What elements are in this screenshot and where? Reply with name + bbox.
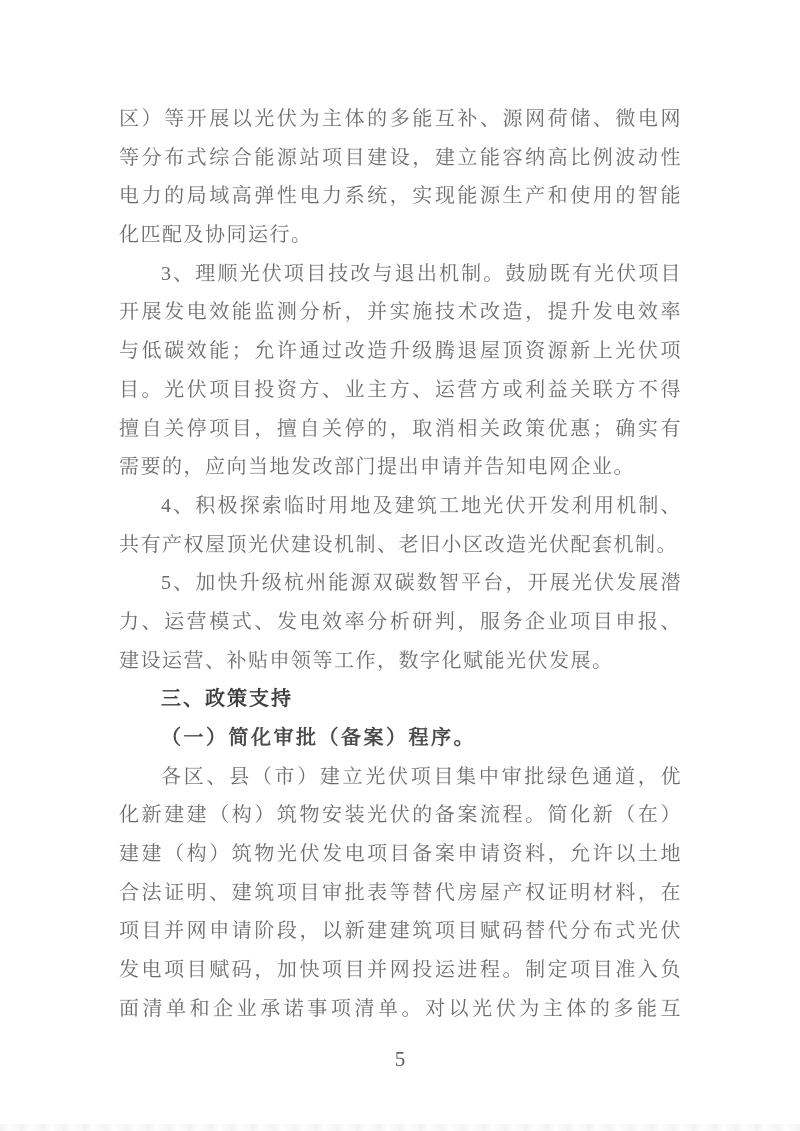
text-line: 化新建建（构）筑物安装光伏的备案流程。简化新（在） [119,804,682,827]
text-line: 5、加快升级杭州能源双碳数智平台，开展光伏发展潜 [161,572,682,595]
section-heading: 三、政策支持 [161,688,293,711]
text-line: 3、理顺光伏项目技改与退出机制。鼓励既有光伏项目 [161,262,682,285]
text-line: 4、积极探索临时用地及建筑工地光伏开发利用机制、 [161,494,682,517]
text-line: 建设运营、补贴申领等工作，数字化赋能光伏发展。 [119,649,614,672]
text-line: 等分布式综合能源站项目建设，建立能容纳高比例波动性 [119,146,682,169]
text-line: 区）等开展以光伏为主体的多能互补、源网荷储、微电网 [119,108,682,130]
sub-heading: （一）简化审批（备案）程序。 [161,727,476,749]
text-line: 共有产权屋顶光伏建设机制、老旧小区改造光伏配套机制。 [119,533,678,556]
text-line: 合法证明、建筑项目审批表等替代房屋产权证明材料，在 [119,881,682,904]
scan-edge-artifact [0,1124,800,1131]
text-line: 目。光伏项目投资方、业主方、运营方或利益关联方不得 [119,378,682,401]
document-body [119,100,682,1029]
text-line: 擅自关停项目，擅自关停的，取消相关政策优惠；确实有 [119,417,682,440]
text-line: 发电项目赋码，加快项目并网投运进程。制定项目准入负 [119,959,682,982]
text-line: 力、运营模式、发电效率分析研判，服务企业项目申报、 [119,610,682,633]
text-line: 开展发电效能监测分析，并实施技术改造，提升发电效率 [119,301,682,324]
text-line: 电力的局域高弹性电力系统，实现能源生产和使用的智能 [119,185,682,208]
text-line: 面清单和企业承诺事项清单。对以光伏为主体的多能互 [119,997,682,1020]
text-line: 建建（构）筑物光伏发电项目备案申请资料，允许以土地 [119,843,682,866]
page-number: 5 [394,1047,406,1071]
text-line: 与低碳效能；允许通过改造升级腾退屋顶资源新上光伏项 [119,340,682,363]
text-line: 各区、县（市）建立光伏项目集中审批绿色通道，优 [161,765,682,788]
text-line: 需要的，应向当地发改部门提出申请并告知电网企业。 [119,456,635,479]
text-line: 化匹配及协同运行。 [119,224,313,247]
text-line: 项目并网申请阶段，以新建建筑项目赋码替代分布式光伏 [119,920,682,943]
